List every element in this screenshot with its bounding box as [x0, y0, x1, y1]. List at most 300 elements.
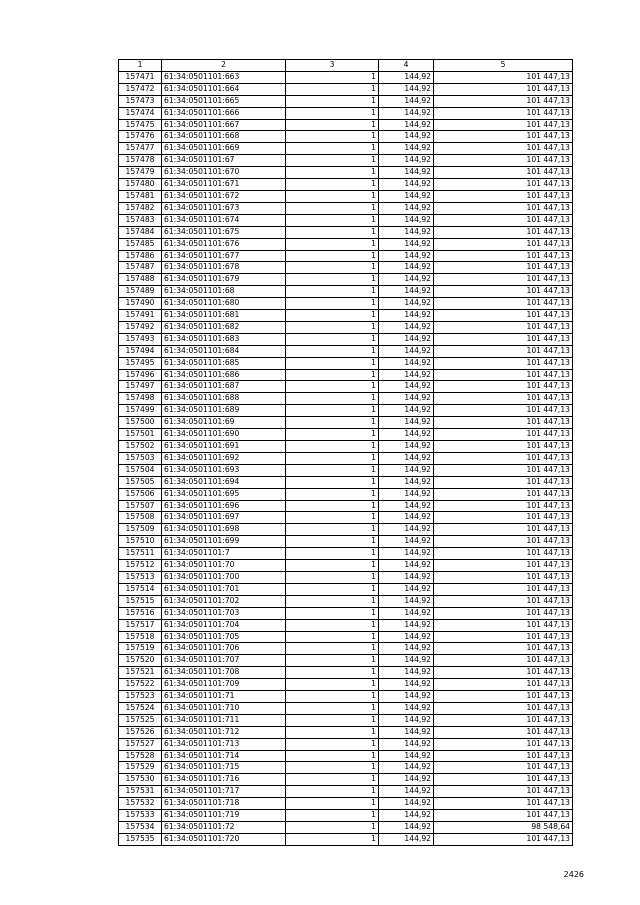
row-number-cell: 157534	[119, 822, 162, 834]
row-number-cell: 157523	[119, 691, 162, 703]
area-cell: 144,92	[379, 464, 434, 476]
table-row	[119, 381, 573, 393]
count-cell: 1	[286, 321, 379, 333]
count-cell: 1	[286, 107, 379, 119]
count-cell: 1	[286, 488, 379, 500]
area-cell: 144,92	[379, 738, 434, 750]
area-cell: 144,92	[379, 405, 434, 417]
area-cell: 144,92	[379, 702, 434, 714]
row-number-cell: 157483	[119, 214, 162, 226]
count-cell: 1	[286, 655, 379, 667]
cadastral-number-cell: 61:34:0501101:680	[162, 298, 286, 310]
table-row	[119, 798, 573, 810]
table-row	[119, 321, 573, 333]
value-cell: 101 447,13	[434, 536, 573, 548]
row-number-cell: 157505	[119, 476, 162, 488]
count-cell: 1	[286, 822, 379, 834]
area-cell: 144,92	[379, 202, 434, 214]
row-number-cell: 157526	[119, 726, 162, 738]
value-cell: 101 447,13	[434, 702, 573, 714]
area-cell: 144,92	[379, 619, 434, 631]
area-cell: 144,92	[379, 298, 434, 310]
value-cell: 101 447,13	[434, 321, 573, 333]
table-row	[119, 119, 573, 131]
cadastral-number-cell: 61:34:0501101:713	[162, 738, 286, 750]
value-cell: 101 447,13	[434, 691, 573, 703]
row-number-cell: 157527	[119, 738, 162, 750]
row-number-cell: 157529	[119, 762, 162, 774]
value-cell: 101 447,13	[434, 774, 573, 786]
count-cell: 1	[286, 262, 379, 274]
cadastral-number-cell: 61:34:0501101:696	[162, 500, 286, 512]
count-cell: 1	[286, 810, 379, 822]
count-cell: 1	[286, 333, 379, 345]
cadastral-number-cell: 61:34:0501101:688	[162, 393, 286, 405]
table-row	[119, 250, 573, 262]
cadastral-number-cell: 61:34:0501101:669	[162, 143, 286, 155]
count-cell: 1	[286, 393, 379, 405]
cadastral-number-cell: 61:34:0501101:708	[162, 667, 286, 679]
cadastral-number-cell: 61:34:0501101:675	[162, 226, 286, 238]
table-row	[119, 655, 573, 667]
cadastral-number-cell: 61:34:0501101:678	[162, 262, 286, 274]
value-cell: 101 447,13	[434, 71, 573, 83]
cadastral-number-cell: 61:34:0501101:689	[162, 405, 286, 417]
area-cell: 144,92	[379, 476, 434, 488]
value-cell: 101 447,13	[434, 310, 573, 322]
row-number-cell: 157471	[119, 71, 162, 83]
area-cell: 144,92	[379, 167, 434, 179]
area-cell: 144,92	[379, 250, 434, 262]
table-row	[119, 488, 573, 500]
count-cell: 1	[286, 286, 379, 298]
row-number-cell: 157486	[119, 250, 162, 262]
cadastral-number-cell: 61:34:0501101:717	[162, 786, 286, 798]
table-row	[119, 226, 573, 238]
value-cell: 101 447,13	[434, 95, 573, 107]
value-cell: 101 447,13	[434, 750, 573, 762]
count-cell: 1	[286, 250, 379, 262]
row-number-cell: 157514	[119, 583, 162, 595]
cadastral-number-cell: 61:34:0501101:710	[162, 702, 286, 714]
area-cell: 144,92	[379, 762, 434, 774]
row-number-cell: 157509	[119, 524, 162, 536]
cadastral-number-cell: 61:34:0501101:692	[162, 452, 286, 464]
value-cell: 101 447,13	[434, 238, 573, 250]
cadastral-number-cell: 61:34:0501101:693	[162, 464, 286, 476]
area-cell: 144,92	[379, 274, 434, 286]
count-cell: 1	[286, 131, 379, 143]
table-row	[119, 262, 573, 274]
row-number-cell: 157491	[119, 310, 162, 322]
value-cell: 101 447,13	[434, 762, 573, 774]
value-cell: 101 447,13	[434, 143, 573, 155]
area-cell: 144,92	[379, 667, 434, 679]
count-cell: 1	[286, 441, 379, 453]
row-number-cell: 157531	[119, 786, 162, 798]
table-row	[119, 464, 573, 476]
row-number-cell: 157477	[119, 143, 162, 155]
table-row	[119, 405, 573, 417]
count-cell: 1	[286, 524, 379, 536]
column-header: 5	[434, 60, 573, 72]
count-cell: 1	[286, 762, 379, 774]
value-cell: 101 447,13	[434, 583, 573, 595]
count-cell: 1	[286, 274, 379, 286]
row-number-cell: 157494	[119, 345, 162, 357]
cadastral-number-cell: 61:34:0501101:664	[162, 83, 286, 95]
value-cell: 101 447,13	[434, 476, 573, 488]
cadastral-number-cell: 61:34:0501101:67	[162, 155, 286, 167]
area-cell: 144,92	[379, 286, 434, 298]
value-cell: 101 447,13	[434, 619, 573, 631]
table-row	[119, 560, 573, 572]
value-cell: 101 447,13	[434, 333, 573, 345]
row-number-cell: 157525	[119, 714, 162, 726]
row-number-cell: 157481	[119, 190, 162, 202]
value-cell: 101 447,13	[434, 107, 573, 119]
cadastral-number-cell: 61:34:0501101:670	[162, 167, 286, 179]
row-number-cell: 157474	[119, 107, 162, 119]
cadastral-number-cell: 61:34:0501101:691	[162, 441, 286, 453]
cadastral-number-cell: 61:34:0501101:663	[162, 71, 286, 83]
area-cell: 144,92	[379, 512, 434, 524]
value-cell: 101 447,13	[434, 131, 573, 143]
value-cell: 101 447,13	[434, 512, 573, 524]
table-row	[119, 583, 573, 595]
column-header: 3	[286, 60, 379, 72]
cadastral-number-cell: 61:34:0501101:672	[162, 190, 286, 202]
row-number-cell: 157484	[119, 226, 162, 238]
table-row	[119, 345, 573, 357]
area-cell: 144,92	[379, 417, 434, 429]
area-cell: 144,92	[379, 71, 434, 83]
table-row	[119, 167, 573, 179]
area-cell: 144,92	[379, 83, 434, 95]
value-cell: 101 447,13	[434, 441, 573, 453]
cadastral-number-cell: 61:34:0501101:682	[162, 321, 286, 333]
count-cell: 1	[286, 631, 379, 643]
cadastral-number-cell: 61:34:0501101:70	[162, 560, 286, 572]
cadastral-number-cell: 61:34:0501101:720	[162, 833, 286, 845]
table-row	[119, 238, 573, 250]
cadastral-number-cell: 61:34:0501101:702	[162, 595, 286, 607]
area-cell: 144,92	[379, 774, 434, 786]
table-row	[119, 571, 573, 583]
count-cell: 1	[286, 155, 379, 167]
cadastral-number-cell: 61:34:0501101:711	[162, 714, 286, 726]
row-number-cell: 157501	[119, 429, 162, 441]
value-cell: 101 447,13	[434, 452, 573, 464]
cadastral-number-cell: 61:34:0501101:714	[162, 750, 286, 762]
count-cell: 1	[286, 798, 379, 810]
count-cell: 1	[286, 536, 379, 548]
table-row	[119, 393, 573, 405]
area-cell: 144,92	[379, 655, 434, 667]
count-cell: 1	[286, 786, 379, 798]
value-cell: 101 447,13	[434, 83, 573, 95]
cadastral-number-cell: 61:34:0501101:718	[162, 798, 286, 810]
area-cell: 144,92	[379, 571, 434, 583]
area-cell: 144,92	[379, 726, 434, 738]
count-cell: 1	[286, 750, 379, 762]
count-cell: 1	[286, 429, 379, 441]
table-row	[119, 643, 573, 655]
area-cell: 144,92	[379, 524, 434, 536]
value-cell: 101 447,13	[434, 738, 573, 750]
count-cell: 1	[286, 202, 379, 214]
value-cell: 101 447,13	[434, 655, 573, 667]
cadastral-number-cell: 61:34:0501101:694	[162, 476, 286, 488]
value-cell: 101 447,13	[434, 417, 573, 429]
value-cell: 101 447,13	[434, 274, 573, 286]
cadastral-number-cell: 61:34:0501101:684	[162, 345, 286, 357]
count-cell: 1	[286, 238, 379, 250]
table-row	[119, 512, 573, 524]
value-cell: 101 447,13	[434, 833, 573, 845]
table-row	[119, 833, 573, 845]
register-table	[118, 59, 573, 846]
table-row	[119, 190, 573, 202]
row-number-cell: 157533	[119, 810, 162, 822]
value-cell: 101 447,13	[434, 714, 573, 726]
row-number-cell: 157480	[119, 179, 162, 191]
area-cell: 144,92	[379, 643, 434, 655]
cadastral-number-cell: 61:34:0501101:695	[162, 488, 286, 500]
value-cell: 101 447,13	[434, 798, 573, 810]
row-number-cell: 157475	[119, 119, 162, 131]
table-row	[119, 619, 573, 631]
cadastral-number-cell: 61:34:0501101:703	[162, 607, 286, 619]
area-cell: 144,92	[379, 107, 434, 119]
area-cell: 144,92	[379, 679, 434, 691]
row-number-cell: 157473	[119, 95, 162, 107]
row-number-cell: 157495	[119, 357, 162, 369]
area-cell: 144,92	[379, 595, 434, 607]
table-row	[119, 667, 573, 679]
count-cell: 1	[286, 452, 379, 464]
area-cell: 144,92	[379, 179, 434, 191]
count-cell: 1	[286, 381, 379, 393]
row-number-cell: 157490	[119, 298, 162, 310]
area-cell: 144,92	[379, 441, 434, 453]
table-row	[119, 95, 573, 107]
value-cell: 101 447,13	[434, 571, 573, 583]
value-cell: 101 447,13	[434, 429, 573, 441]
cadastral-number-cell: 61:34:0501101:685	[162, 357, 286, 369]
count-cell: 1	[286, 226, 379, 238]
row-number-cell: 157510	[119, 536, 162, 548]
cadastral-number-cell: 61:34:0501101:709	[162, 679, 286, 691]
row-number-cell: 157535	[119, 833, 162, 845]
cadastral-number-cell: 61:34:0501101:68	[162, 286, 286, 298]
cadastral-number-cell: 61:34:0501101:677	[162, 250, 286, 262]
row-number-cell: 157522	[119, 679, 162, 691]
cadastral-number-cell: 61:34:0501101:671	[162, 179, 286, 191]
count-cell: 1	[286, 726, 379, 738]
value-cell: 101 447,13	[434, 214, 573, 226]
cadastral-number-cell: 61:34:0501101:712	[162, 726, 286, 738]
value-cell: 101 447,13	[434, 250, 573, 262]
value-cell: 101 447,13	[434, 179, 573, 191]
value-cell: 101 447,13	[434, 631, 573, 643]
count-cell: 1	[286, 95, 379, 107]
row-number-cell: 157502	[119, 441, 162, 453]
value-cell: 101 447,13	[434, 405, 573, 417]
count-cell: 1	[286, 310, 379, 322]
table-row	[119, 750, 573, 762]
cadastral-number-cell: 61:34:0501101:704	[162, 619, 286, 631]
table-row	[119, 83, 573, 95]
table-row	[119, 369, 573, 381]
count-cell: 1	[286, 71, 379, 83]
value-cell: 98 548,64	[434, 822, 573, 834]
value-cell: 101 447,13	[434, 643, 573, 655]
row-number-cell: 157516	[119, 607, 162, 619]
cadastral-number-cell: 61:34:0501101:7	[162, 548, 286, 560]
count-cell: 1	[286, 179, 379, 191]
value-cell: 101 447,13	[434, 786, 573, 798]
row-number-cell: 157472	[119, 83, 162, 95]
count-cell: 1	[286, 738, 379, 750]
area-cell: 144,92	[379, 583, 434, 595]
count-cell: 1	[286, 643, 379, 655]
count-cell: 1	[286, 190, 379, 202]
row-number-cell: 157489	[119, 286, 162, 298]
area-cell: 144,92	[379, 488, 434, 500]
count-cell: 1	[286, 83, 379, 95]
row-number-cell: 157492	[119, 321, 162, 333]
area-cell: 144,92	[379, 310, 434, 322]
row-number-cell: 157500	[119, 417, 162, 429]
row-number-cell: 157507	[119, 500, 162, 512]
cadastral-number-cell: 61:34:0501101:687	[162, 381, 286, 393]
count-cell: 1	[286, 774, 379, 786]
cadastral-number-cell: 61:34:0501101:700	[162, 571, 286, 583]
value-cell: 101 447,13	[434, 488, 573, 500]
cadastral-number-cell: 61:34:0501101:69	[162, 417, 286, 429]
area-cell: 144,92	[379, 798, 434, 810]
cadastral-number-cell: 61:34:0501101:72	[162, 822, 286, 834]
table-row	[119, 286, 573, 298]
count-cell: 1	[286, 583, 379, 595]
cadastral-number-cell: 61:34:0501101:699	[162, 536, 286, 548]
cadastral-number-cell: 61:34:0501101:666	[162, 107, 286, 119]
value-cell: 101 447,13	[434, 345, 573, 357]
value-cell: 101 447,13	[434, 679, 573, 691]
count-cell: 1	[286, 143, 379, 155]
value-cell: 101 447,13	[434, 298, 573, 310]
count-cell: 1	[286, 405, 379, 417]
row-number-cell: 157504	[119, 464, 162, 476]
row-number-cell: 157528	[119, 750, 162, 762]
row-number-cell: 157508	[119, 512, 162, 524]
row-number-cell: 157520	[119, 655, 162, 667]
table-row	[119, 702, 573, 714]
table-row	[119, 774, 573, 786]
table-row	[119, 738, 573, 750]
cadastral-number-cell: 61:34:0501101:715	[162, 762, 286, 774]
area-cell: 144,92	[379, 214, 434, 226]
count-cell: 1	[286, 298, 379, 310]
table-row	[119, 822, 573, 834]
value-cell: 101 447,13	[434, 369, 573, 381]
table-row	[119, 548, 573, 560]
area-cell: 144,92	[379, 262, 434, 274]
table-row	[119, 298, 573, 310]
count-cell: 1	[286, 476, 379, 488]
area-cell: 144,92	[379, 548, 434, 560]
table-row	[119, 441, 573, 453]
table-row	[119, 536, 573, 548]
area-cell: 144,92	[379, 500, 434, 512]
row-number-cell: 157478	[119, 155, 162, 167]
area-cell: 144,92	[379, 119, 434, 131]
row-number-cell: 157499	[119, 405, 162, 417]
area-cell: 144,92	[379, 357, 434, 369]
row-number-cell: 157506	[119, 488, 162, 500]
count-cell: 1	[286, 119, 379, 131]
value-cell: 101 447,13	[434, 262, 573, 274]
table-header-row	[119, 60, 573, 72]
area-cell: 144,92	[379, 131, 434, 143]
row-number-cell: 157487	[119, 262, 162, 274]
row-number-cell: 157482	[119, 202, 162, 214]
value-cell: 101 447,13	[434, 393, 573, 405]
count-cell: 1	[286, 619, 379, 631]
area-cell: 144,92	[379, 95, 434, 107]
area-cell: 144,92	[379, 429, 434, 441]
table-row	[119, 595, 573, 607]
area-cell: 144,92	[379, 345, 434, 357]
cadastral-number-cell: 61:34:0501101:686	[162, 369, 286, 381]
row-number-cell: 157496	[119, 369, 162, 381]
cadastral-number-cell: 61:34:0501101:683	[162, 333, 286, 345]
table-row	[119, 310, 573, 322]
table-row	[119, 810, 573, 822]
area-cell: 144,92	[379, 631, 434, 643]
table-row	[119, 607, 573, 619]
table-row	[119, 131, 573, 143]
cadastral-number-cell: 61:34:0501101:716	[162, 774, 286, 786]
table-row	[119, 762, 573, 774]
area-cell: 144,92	[379, 155, 434, 167]
count-cell: 1	[286, 214, 379, 226]
value-cell: 101 447,13	[434, 119, 573, 131]
table-row	[119, 679, 573, 691]
area-cell: 144,92	[379, 560, 434, 572]
value-cell: 101 447,13	[434, 560, 573, 572]
table-row	[119, 333, 573, 345]
count-cell: 1	[286, 571, 379, 583]
table-row	[119, 714, 573, 726]
value-cell: 101 447,13	[434, 155, 573, 167]
area-cell: 144,92	[379, 321, 434, 333]
value-cell: 101 447,13	[434, 524, 573, 536]
table-row	[119, 357, 573, 369]
row-number-cell: 157493	[119, 333, 162, 345]
row-number-cell: 157512	[119, 560, 162, 572]
row-number-cell: 157518	[119, 631, 162, 643]
row-number-cell: 157498	[119, 393, 162, 405]
count-cell: 1	[286, 667, 379, 679]
area-cell: 144,92	[379, 833, 434, 845]
value-cell: 101 447,13	[434, 167, 573, 179]
value-cell: 101 447,13	[434, 595, 573, 607]
table-row	[119, 500, 573, 512]
table-row	[119, 179, 573, 191]
table-row	[119, 524, 573, 536]
